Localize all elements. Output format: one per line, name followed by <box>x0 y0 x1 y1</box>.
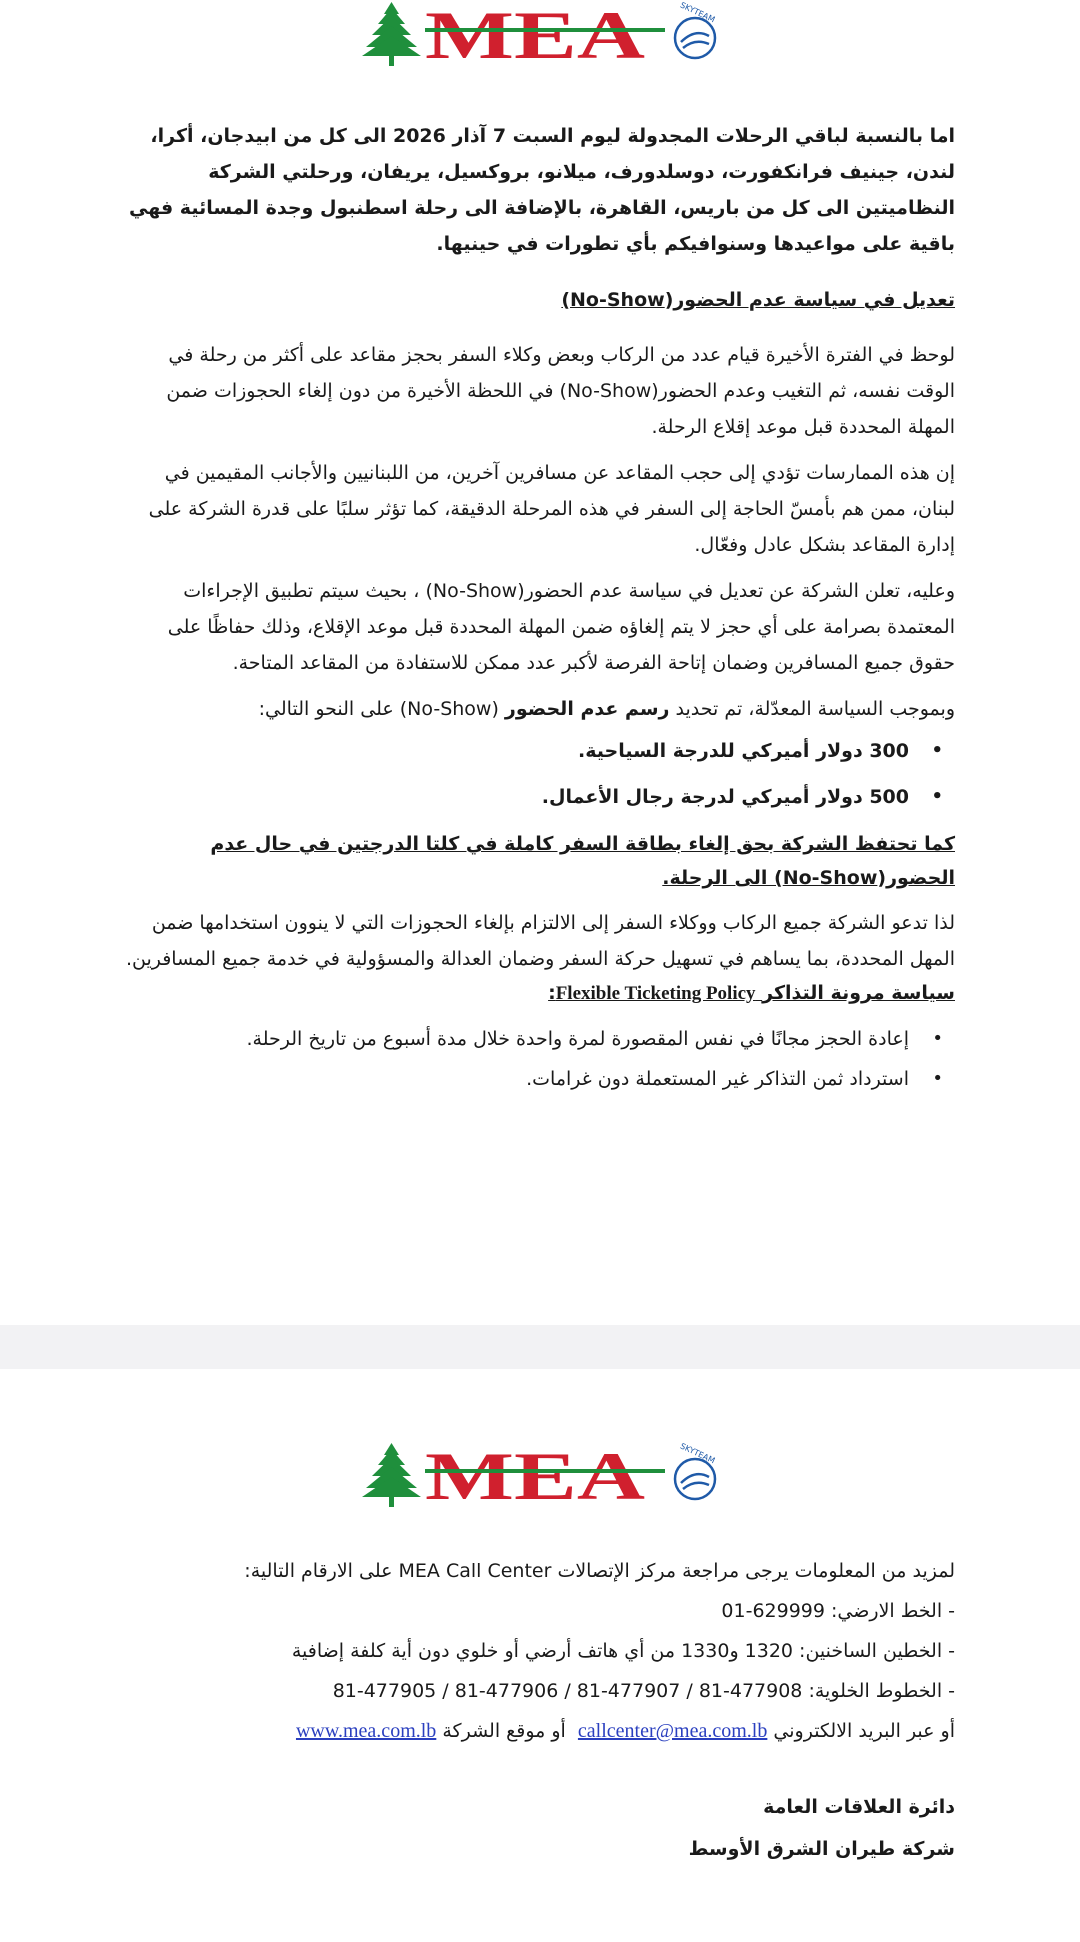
section-flexible <box>120 978 955 1095</box>
noshow-paragraph-4 <box>120 691 955 727</box>
noshow-paragraph-2: إن هذه الممارسات تؤدي إلى حجب المقاعد عن مسافرين آخرين، من اللبنانيين والأجانب المقيمين في لبنان، ممن هم بأمسّ الحاجة إلى السفر في هذه المرحلة الدقيقة، كما تؤثر سلبًا على قدرة الشركة على إدارة المقاعد بشكل عادل وفعّال. <box>148 462 955 556</box>
flex-heading <box>120 978 955 1009</box>
mea-logo-icon <box>355 1441 725 1511</box>
fee-economy: • 300 دولار أميركي للدرجة السياحية. <box>120 735 955 767</box>
website-link[interactable]: www.mea.com.lb <box>295 1720 437 1742</box>
page-separator <box>0 1325 1080 1369</box>
mobile-numbers: 81-477905 / 81-477906 / 81-477907 / 81-477908 <box>332 1680 803 1702</box>
signature-department: دائرة العلاقات العامة <box>763 1796 955 1818</box>
contact-hotlines: - الخطين الساخنين: 1320 و1330 من أي هاتف أرضي أو خلوي دون أية كلفة إضافية <box>291 1640 955 1662</box>
noshow-paragraph-3: وعليه، تعلن الشركة عن تعديل في سياسة عدم الحضور(No-Show) ، بحيث سيتم تطبيق الإجراءات المعتمدة بصرامة على أي حجز لا يتم إلغاؤه ضمن المهلة المحددة قبل موعد الإقلاع، وذلك حفاظًا على حقوق جميع المسافرين وضمان إتاحة الفرصة لأكبر عدد ممكن للاستفادة من المقاعد المتاحة. <box>167 580 955 674</box>
fee-intro-pre: وبموجب السياسة المعدّلة، تم تحديد <box>669 698 955 720</box>
flex-heading-colon: : <box>548 982 556 1004</box>
flex-list <box>120 1023 955 1095</box>
section-noshow <box>120 285 955 977</box>
website-prefix: أو موقع الشركة <box>442 1720 566 1742</box>
email-prefix: أو عبر البريد الالكتروني <box>773 1720 955 1742</box>
contact-mobile <box>120 1671 955 1711</box>
flex-item-rebook: • إعادة الحجز مجانًا في نفس المقصورة لمرة واحدة خلال مدة أسبوع من تاريخ الرحلة. <box>120 1023 955 1055</box>
noshow-heading: تعديل في سياسة عدم الحضور(No-Show) <box>561 289 955 311</box>
section-schedule <box>120 118 955 262</box>
signature-company: شركة طيران الشرق الأوسط <box>688 1838 955 1860</box>
fee-list <box>120 735 955 813</box>
fee-intro-post: (No-Show) على النحو التالي: <box>258 698 505 720</box>
flex-heading-ar: سياسة مرونة التذاكر <box>762 982 955 1004</box>
contact-landline: - الخط الارضي: 629999-01 <box>721 1600 955 1622</box>
fee-intro-bold: رسم عدم الحضور <box>504 698 670 720</box>
contact-intro: لمزيد من المعلومات يرجى مراجعة مركز الإتصالات MEA Call Center على الارقام التالية: <box>244 1560 955 1582</box>
document-page-2 <box>0 1369 1080 1942</box>
noshow-paragraph-5: لذا تدعو الشركة جميع الركاب ووكلاء السفر إلى الالتزام بإلغاء الحجوزات التي لا ينوون استخدامها ضمن المهل المحددة، بما يساهم في تسهيل حركة السفر وضمان العدالة والمسؤولية في خدمة جميع المسافرين. <box>125 912 955 970</box>
signature-block <box>120 1789 955 1867</box>
fee-business: • 500 دولار أميركي لدرجة رجال الأعمال. <box>120 781 955 813</box>
email-link[interactable]: callcenter@mea.com.lb <box>577 1720 768 1742</box>
section-contact <box>120 1551 955 1751</box>
mea-logo-icon <box>355 0 725 70</box>
cancel-note: كما تحتفظ الشركة بحق إلغاء بطاقة السفر كاملة في كلتا الدرجتين في حال عدم الحضور(No-Show) الى الرحلة. <box>210 833 955 889</box>
flex-item-refund: • استرداد ثمن التذاكر غير المستعملة دون غرامات. <box>120 1063 955 1095</box>
contact-online <box>120 1711 955 1751</box>
noshow-paragraph-1: لوحظ في الفترة الأخيرة قيام عدد من الركاب وبعض وكلاء السفر بحجز مقاعد على أكثر من رحلة في الوقت نفسه، ثم التغيب وعدم الحضور(No-Show) في اللحظة الأخيرة من دون إلغاء الحجوزات ضمن المهلة المحددة قبل موعد إقلاع الرحلة. <box>166 344 955 438</box>
flex-heading-en: Flexible Ticketing Policy <box>555 983 756 1004</box>
mobile-label: - الخطوط الخلوية: <box>808 1680 955 1702</box>
schedule-paragraph: اما بالنسبة لباقي الرحلات المجدولة ليوم السبت 7 آذار 2026 الى كل من ابيدجان، أكرا، لندن، جينيف فرانكفورت، دوسلدورف، ميلانو، بروكسيل، يريفان، ورحلتي الشركة النظاميتين الى كل من باريس، القاهرة، بالإضافة الى رحلة اسطنبول وجدة المسائية فهي باقية على مواعيدها وسنوافيكم بأي تطورات في حينيها. <box>128 125 955 255</box>
